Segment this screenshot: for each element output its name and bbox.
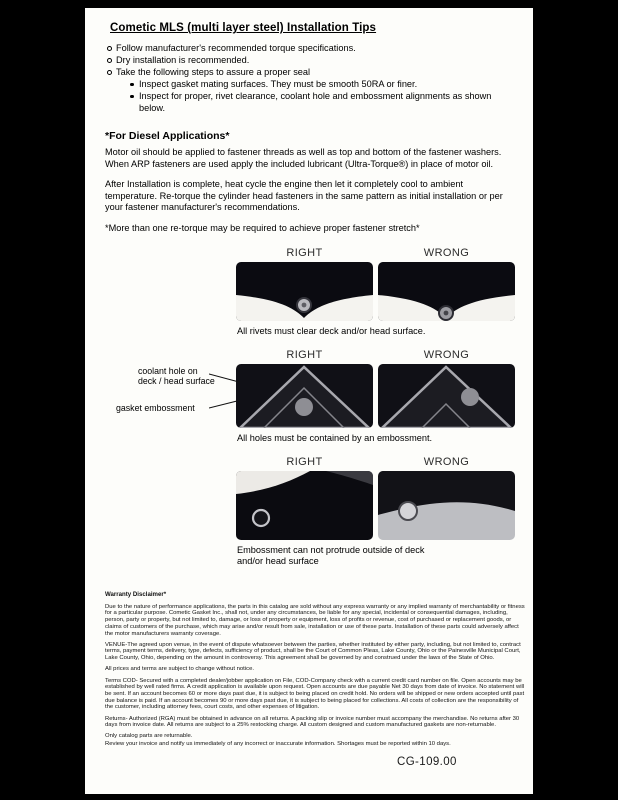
figure1-wrong-image <box>378 262 515 321</box>
figure2-labels <box>236 349 515 361</box>
tips-sublist <box>130 78 515 114</box>
invoice-review-paragraph: Review your invoice and notify us immediately of any incorrect or inaccurate information. Shortages must be reported within 10 days. <box>105 740 451 747</box>
annotation-gasket-embossment: gasket embossment <box>116 403 195 413</box>
figure3-right-image <box>236 471 373 540</box>
tips-list <box>106 42 515 114</box>
right-label: RIGHT <box>286 456 323 468</box>
page-title: Cometic MLS (multi layer steel) Installation Tips <box>110 22 377 34</box>
diesel-paragraph-2: After Installation is complete, heat cycle the engine then let it completely cool to ambient temperature. Re-torque the cylinder head fasteners in the same pattern as initial installation or per your fastener manufacturer's recommendations. <box>105 179 503 212</box>
diesel-applications-heading: *For Diesel Applications* <box>105 130 230 142</box>
legal-section <box>105 592 528 747</box>
figure2-right-image <box>236 364 373 428</box>
diesel-paragraph-1: Motor oil should be applied to fastener threads as well as top and bottom of the fastener washers. When ARP fasteners are used apply the included lubricant (Ultra-Torque®) in place of motor oil. <box>105 147 502 169</box>
wrong-label: WRONG <box>423 349 470 361</box>
figure3-images <box>236 471 515 540</box>
returns-paragraph: Returns- Authorized (RGA) must be obtained in advance on all returns. A packing slip or invoice number must accompany the merchandise. No returns after 30 days from invoice date. All returns are subject to a 25% restocking charge. All custom designed and custom manufactured gaskets are non-returnable. <box>105 715 520 729</box>
figure1-labels <box>236 247 515 259</box>
document-page <box>85 8 533 794</box>
wrong-label: WRONG <box>423 456 470 468</box>
figure2-wrong-image <box>378 364 515 428</box>
right-label: RIGHT <box>286 349 323 361</box>
catalog-parts-paragraph: Only catalog parts are returnable. <box>105 733 193 740</box>
wrong-label: WRONG <box>423 247 470 259</box>
figure1-images <box>236 262 515 321</box>
figure2-images <box>236 364 515 428</box>
figure3-labels <box>236 456 515 468</box>
disclaimer-paragraph: Due to the nature of performance applications, the parts in this catalog are sold without any express warranty or any implied warranty of merchantability or fitness for a particular purpose. Cometic Gasket Inc., shall not, under any circumstances, be liable for any special, incidental or consequential damages, including, person, party or property, but not limited to, damage, or loss of property or equipment, loss of profits or revenue, cost of purchased or replacement goods, or claims of customers of the purchase, which may arise and/or result from sale, installation or use of these parts. Installation of these parts could adversely affect the motor manufacturers warranty coverage. <box>105 603 525 637</box>
figure1-caption: All rivets must clear deck and/or head surface. <box>237 326 426 336</box>
figure3-caption <box>237 545 515 567</box>
prices-terms-paragraph: All prices and terms are subject to change without notice. <box>105 666 254 673</box>
annotation-pointer-lines <box>209 365 243 417</box>
figure-rivets <box>105 247 515 337</box>
retorque-note: *More than one re-torque may be required to achieve proper fastener stretch* <box>105 222 420 233</box>
tip-item <box>106 42 515 54</box>
tip-text: Take the following steps to assure a proper seal <box>116 67 311 77</box>
figure1-right-image <box>236 262 373 321</box>
catalog-page-code: CG-109.00 <box>397 756 457 768</box>
subtip-text: Inspect for proper, rivet clearance, coolant hole and embossment alignments as shown below. <box>139 91 492 113</box>
warranty-disclaimer-heading: Warranty Disclaimer* <box>105 591 167 598</box>
subtip-text: Inspect gasket mating surfaces. They must be smooth 50RA or finer. <box>139 79 418 89</box>
subtip-item <box>130 90 515 114</box>
subtip-item <box>130 78 515 90</box>
tip-text: Follow manufacturer's recommended torque specifications. <box>116 43 356 53</box>
figure2-caption: All holes must be contained by an embossment. <box>237 433 433 443</box>
annotation-line: coolant hole on <box>138 366 198 376</box>
tip-item <box>106 54 515 66</box>
tip-text: Dry installation is recommended. <box>116 55 250 65</box>
tip-item <box>106 66 515 114</box>
figure3-caption-line1: Embossment can not protrude outside of deck <box>237 545 425 555</box>
figure-holes <box>105 349 515 444</box>
figure-embossment <box>105 456 515 567</box>
terms-cod-paragraph: Terms COD- Secured with a completed dealer/jobber application on File, COD-Company check with a current credit card number on file. Open accounts may be established by well rated firms. A credit application is available upon request. Open accounts are due payable Net 30 days from date of invoice. No statement will be sent. If an account becomes 60 or more days past due, it is subject to being placed on credit hold. No orders will be shipped or new orders accepted until past due balance is paid. If an account becomes 90 or more days past due, it is subject to being placed for collections. All costs of collection are the responsibility of the customer, including attorney fees, court costs, and other expenses of litigation. <box>105 677 525 711</box>
annotation-line: deck / head surface <box>138 376 215 386</box>
figure3-wrong-image <box>378 471 515 540</box>
annotation-coolant-hole <box>138 366 215 386</box>
figure3-caption-line2: and/or head surface <box>237 556 319 566</box>
venue-paragraph: VENUE-The agreed upon venue, in the event of dispute whatsoever between the parties, whether instituted by either party, including, but not limited to, contract terms, payment terms, delivery, type, defects, sufficiency of product, shall be the Court of Common Pleas, Lake County, Ohio or the Painesville Municipal Court, Lake County, Ohio, depending on the amount in controversy. This agreement shall be governed by and construed under the laws of the State of Ohio. <box>105 641 521 662</box>
right-label: RIGHT <box>286 247 323 259</box>
